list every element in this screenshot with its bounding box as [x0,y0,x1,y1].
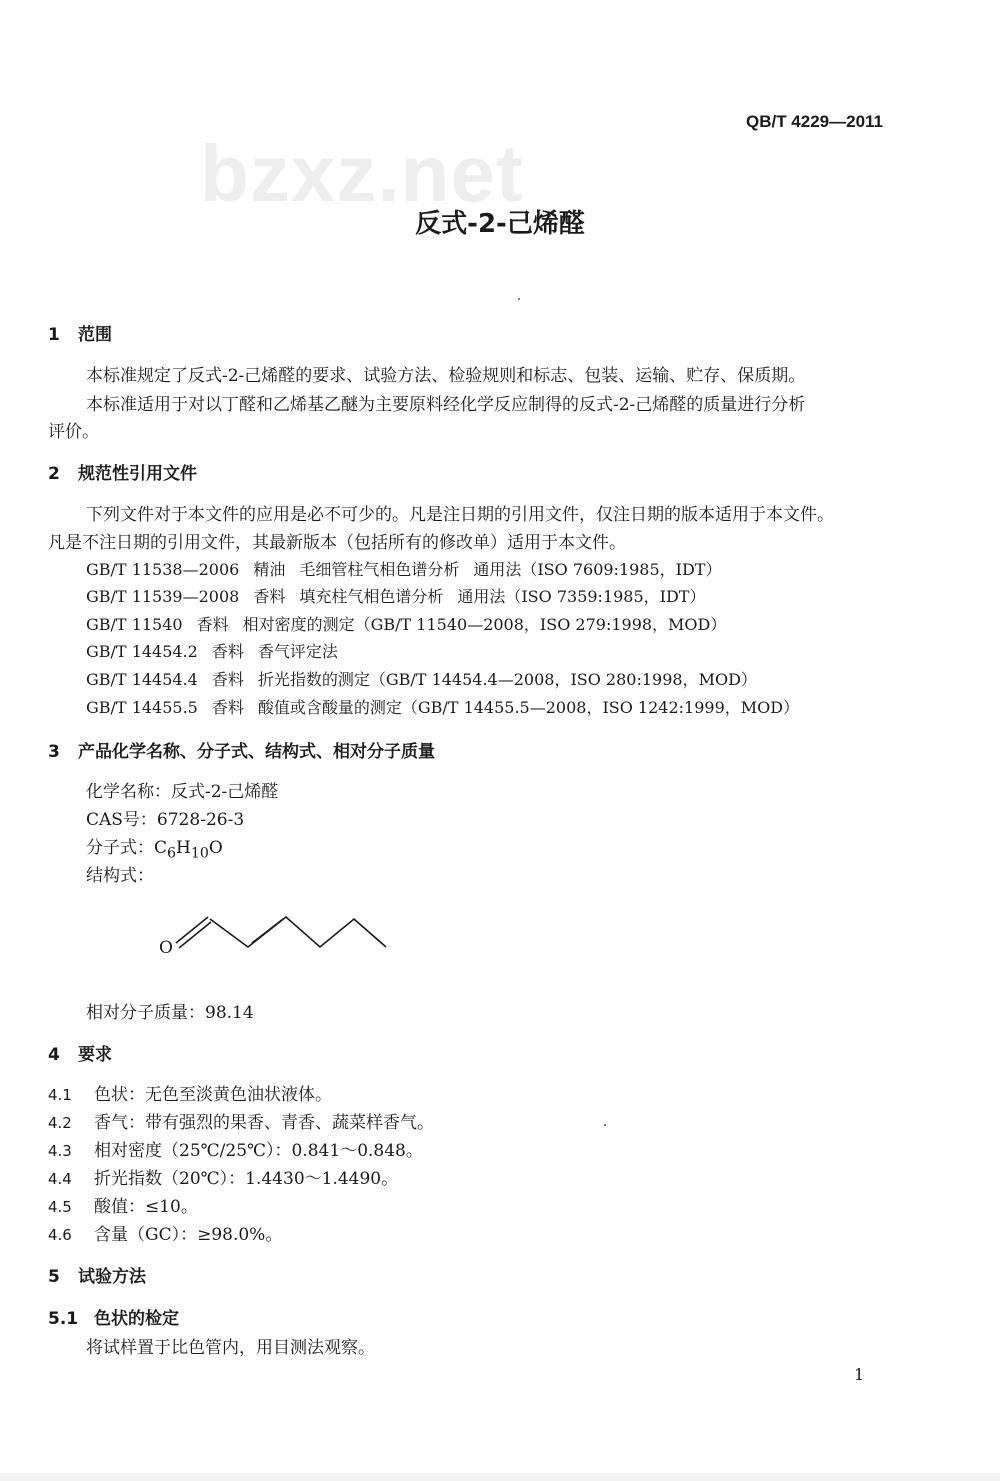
reference-item: GB/T 11540 香料 相对密度的测定（GB/T 11540—2008，ISO 279:1998，MOD） [86,615,727,634]
page-number: 1 [854,1365,865,1384]
section-1-para-2-cont: 评价。 [48,422,99,442]
bond-line [176,917,208,943]
cas-number: CAS号：6728-26-3 [86,810,245,830]
standard-code: QB/T 4229—2011 [745,112,883,131]
reference-item: GB/T 14454.4 香料 折光指数的测定（GB/T 14454.4—2008，ISO 280:1998，MOD） [86,670,757,689]
requirement-item: 4.6 含量（GC）：≥98.0%。 [48,1225,283,1245]
reference-item: GB/T 14455.5 香料 酸值或含酸量的测定（GB/T 14455.5—2008，ISO 1242:1999，MOD） [86,698,800,717]
section-2-para-1: 下列文件对于本文件的应用是必不可少的。凡是注日期的引用文件，仅注日期的版本适用于本文件。 [86,505,834,525]
carbon-chain [210,917,386,947]
oxygen-atom-label: O [159,938,173,958]
section-1-heading: 1 范围 [48,325,112,345]
scan-speck [518,298,520,300]
section-5-1-para: 将试样置于比色管内，用目测法观察。 [86,1338,375,1358]
requirement-item: 4.2 香气：带有强烈的果香、青香、蔬菜样香气。 [48,1113,434,1133]
watermark: bzxz.net [200,129,524,218]
reference-item: GB/T 14454.2 香料 香气评定法 [86,642,338,661]
bond-line [179,922,211,948]
section-1-para-2: 本标准适用于对以丁醛和乙烯基乙醚为主要原料经化学反应制得的反式-2-己烯醛的质量进行分析 [86,395,806,415]
section-1-para-1: 本标准规定了反式-2-己烯醛的要求、试验方法、检验规则和标志、包装、运输、贮存、保质期。 [86,366,806,386]
scan-speck [604,1124,606,1126]
reference-item: GB/T 11539—2008 香料 填充柱气相色谱分析 通用法（ISO 7359:1985，IDT） [86,587,706,606]
reference-item: GB/T 11538—2006 精油 毛细管柱气相色谱分析 通用法（ISO 7609:1985，IDT） [86,560,722,579]
section-2-heading: 2 规范性引用文件 [48,464,197,484]
requirement-item: 4.3 相对密度（25℃/25℃）：0.841～0.848。 [48,1141,423,1161]
section-4-heading: 4 要求 [48,1045,112,1065]
section-3-heading: 3 产品化学名称、分子式、结构式、相对分子质量 [48,742,435,762]
section-2-para-1-cont: 凡是不注日期的引用文件，其最新版本（包括所有的修改单）适用于本文件。 [48,533,626,553]
section-5-heading: 5 试验方法 [48,1267,146,1287]
requirement-item: 4.1 色状：无色至淡黄色油状液体。 [48,1085,332,1105]
document-title: 反式-2-己烯醛 [415,209,585,239]
structural-formula [155,905,395,965]
bond-line [252,919,283,943]
subsection-5-1-heading: 5.1 色状的检定 [48,1309,179,1329]
molecular-formula: 分子式：$C_6H_{10}O$ [86,838,223,862]
structure-label: 结构式： [86,866,154,886]
scan-edge [0,1473,1000,1481]
molecular-weight: 相对分子质量：98.14 [86,1003,254,1023]
requirement-item: 4.5 酸值：≤10。 [48,1197,198,1217]
requirement-item: 4.4 折光指数（20℃）：1.4430～1.4490。 [48,1169,399,1189]
chemical-name: 化学名称：反式-2-己烯醛 [86,782,279,802]
